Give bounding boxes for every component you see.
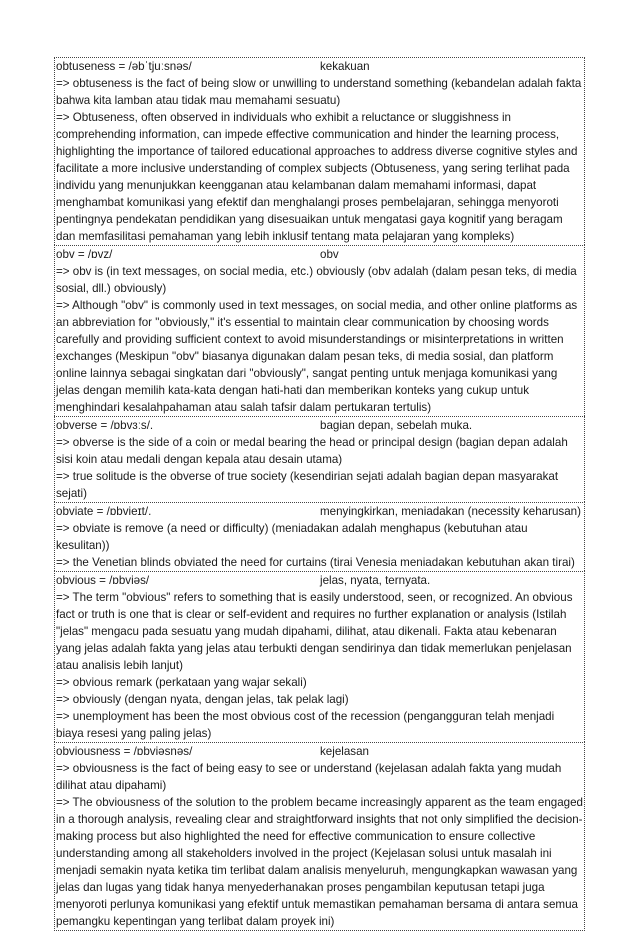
headword-translation: kejelasan	[320, 745, 369, 758]
headword-translation: menyingkirkan, meniadakan (necessity keharusan)	[320, 505, 581, 518]
headword-pronunciation: obtuseness = /əbˈtjuːsnəs/	[56, 60, 192, 73]
example-line: => Although "obv" is commonly used in text messages, on social media, and other online platforms as an abbreviation for "obviously," it's essential to maintain clear communication by choosing words carefully and providing sufficient context to avoid misunderstandings or misinterpretations in written exchanges (Meskipun "obv" biasanya digunakan dalam pesan teks, di media sosial, dan platform online lainnya sebagai singkatan dari "obviously", sangat penting untuk menjaga komunikasi yang jelas dengan memilih kata-kata dengan hati-hati dan memberikan konteks yang cukup untuk menghindari kesalahpahaman atau salah tafsir dalam pertukaran tertulis)	[56, 299, 578, 414]
headword-pronunciation: obv = /ɒvz/	[56, 248, 113, 261]
headword-pronunciation: obverse = /ɒbvɜːs/.	[56, 419, 154, 432]
example-line: => unemployment has been the most obvious cost of the recession (pengangguran telah menjadi biaya resesi yang paling jelas)	[56, 710, 555, 740]
entry-header	[56, 58, 584, 75]
dictionary-entry	[54, 502, 585, 571]
dictionary-entry	[54, 416, 585, 502]
example-line: => the Venetian blinds obviated the need for curtains (tirai Venesia meniadakan kebutuhan akan tirai)	[56, 556, 575, 569]
definition-line: => obverse is the side of a coin or medal bearing the head or principal design (bagian depan adalah sisi koin atau medali dengan kepala atau desain utama)	[56, 436, 568, 466]
example-line: => Obtuseness, often observed in individuals who exhibit a reluctance or sluggishness in comprehending information, can impede effective communication and hinder the learning process, highlighting the importance of tailored educational approaches to address diverse cognitive styles and facilitate a more inclusive understanding of complex subjects (Obtuseness, yang sering terlihat pada individu yang menunjukkan keengganan atau kelambanan dalam memahami informasi, dapat menghambat komunikasi yang efektif dan menghalangi proses pembelajaran, sehingga menyoroti pentingnya pendekatan pendidikan yang disesuaikan untuk mengatasi gaya kognitif yang beragam dan memfasilitasi pemahaman yang lebih inklusif tentang mata pelajaran yang kompleks)	[56, 111, 578, 243]
dictionary-document	[54, 57, 585, 931]
definition-line: => obviate is remove (a need or difficulty) (meniadakan adalah menghapus (kebutuhan atau kesulitan))	[56, 522, 528, 552]
definition-line: => obtuseness is the fact of being slow or unwilling to understand something (kebandelan adalah fakta bahwa kita lamban atau tidak mau memahami sesuatu)	[56, 77, 582, 107]
entry-header	[56, 503, 584, 520]
dictionary-entry	[54, 245, 585, 416]
definition-line: => obviousness is the fact of being easy to see or understand (kejelasan adalah fakta yang mudah dilihat atau dipahami)	[56, 762, 562, 792]
headword-translation: jelas, nyata, ternyata.	[320, 574, 431, 587]
dictionary-entry	[54, 571, 585, 742]
headword-translation: bagian depan, sebelah muka.	[320, 419, 473, 432]
definition-line: => The term "obvious" refers to something that is easily understood, seen, or recognized. An obvious fact or truth is one that is clear or self-evident and requires no further explanation or analysis (Istilah "jelas" mengacu pada sesuatu yang mudah dipahami, dilihat, atau dikenali. Fakta atau kebenaran yang jelas adalah fakta yang jelas atau terbukti dengan sendirinya dan tidak memerlukan penjelasan atau analisis lebih lanjut)	[56, 591, 573, 672]
entry-header	[56, 743, 584, 760]
example-line: => true solitude is the obverse of true society (kesendirian sejati adalah bagian depan masyarakat sejati)	[56, 470, 559, 500]
example-line: => obvious remark (perkataan yang wajar sekali)	[56, 676, 307, 689]
headword-pronunciation: obvious = /ɒbviəs/	[56, 574, 150, 587]
entry-header	[56, 417, 584, 434]
dictionary-entry	[54, 57, 585, 245]
headword-translation: kekakuan	[320, 60, 370, 73]
headword-pronunciation: obviousness = /ɒbviəsnəs/	[56, 745, 193, 758]
entry-header	[56, 572, 584, 589]
example-line: => obviously (dengan nyata, dengan jelas, tak pelak lagi)	[56, 693, 349, 706]
headword-pronunciation: obviate = /ɒbvieɪt/.	[56, 505, 152, 518]
headword-translation: obv	[320, 248, 339, 261]
entry-header	[56, 246, 584, 263]
example-line: => The obviousness of the solution to the problem became increasingly apparent as the team engaged in a thorough analysis, revealing clear and straightforward insights that not only simplified the decision-making process but also highlighted the need for effective communication to ensure collective understanding among all stakeholders involved in the project (Kejelasan solusi untuk masalah ini menjadi semakin nyata ketika tim terlibat dalam analisis menyeluruh, mengungkapkan wawasan yang jelas dan lugas yang tidak hanya menyederhanakan proses pengambilan keputusan tetapi juga menyoroti perlunya komunikasi yang efektif untuk memastikan pemahaman bersama di antara semua pemangku kepentingan yang terlibat dalam proyek ini)	[56, 796, 584, 928]
definition-line: => obv is (in text messages, on social media, etc.) obviously (obv adalah (dalam pesan teks, di media sosial, dll.) obviously)	[56, 265, 577, 295]
